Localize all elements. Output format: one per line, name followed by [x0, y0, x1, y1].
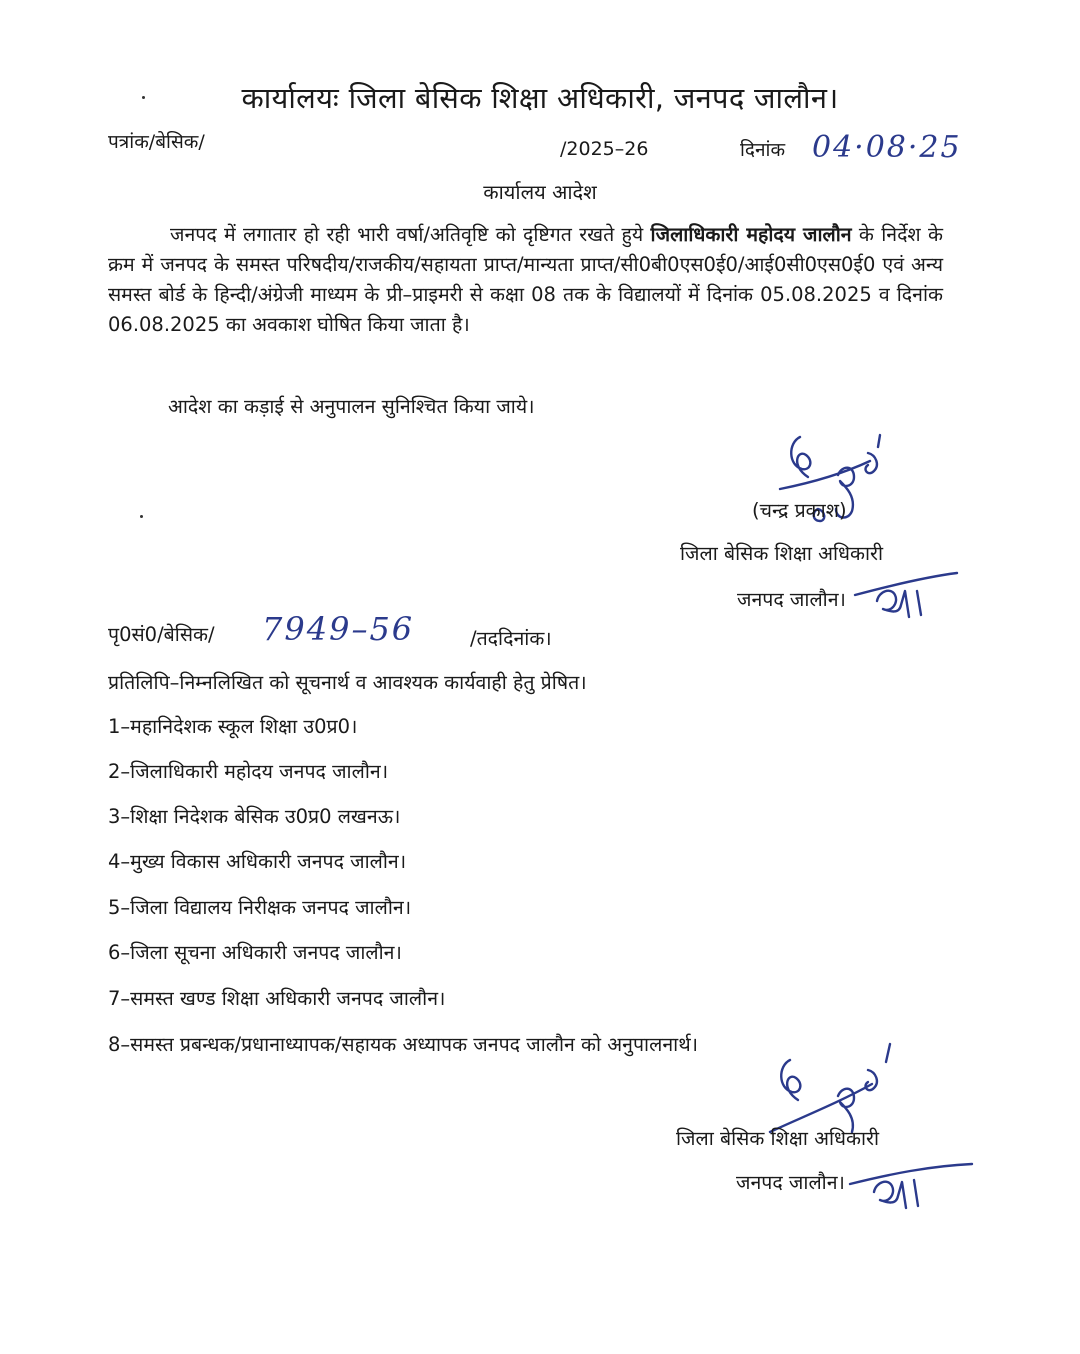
copy-list-item: 1–महानिदेशक स्कूल शिक्षा उ0प्र0।	[108, 715, 358, 738]
copy-list-item: 5–जिला विद्यालय निरीक्षक जनपद जालौन।	[108, 896, 412, 919]
signatory-designation-2: जिला बेसिक शिक्षा अधिकारी	[676, 1127, 880, 1150]
handwritten-date: 04·08·25	[812, 130, 962, 165]
endorsement-suffix: /तददिनांक।	[470, 627, 552, 650]
order-body-part1: जनपद में लगातार हो रही भारी वर्षा/अतिवृष्टि को दृष्टिगत रखते हुये	[170, 223, 651, 246]
order-body-part2: के निर्देश के क्रम में जनपद के समस्त परिषदीय/राजकीय/सहायता प्राप्त/मान्यता प्राप्त/सी0बी0एस0ई0/आई0सी0एस0ई0 एवं अन्य समस्त बोर्ड के हिन्दी/अंग्रेजी माध्यम के प्री–प्राइमरी से कक्षा 08 तक के विद्यालयों में दिनांक 05.08.2025 व दिनांक 06.08.2025 का अवकाश घोषित किया जाता है।	[108, 223, 943, 336]
initials-scribble-1	[855, 565, 965, 625]
order-title: कार्यालय आदेश	[483, 180, 597, 204]
copy-list-item: 7–समस्त खण्ड शिक्षा अधिकारी जनपद जालौन।	[108, 987, 446, 1010]
office-heading: कार्यालयः जिला बेसिक शिक्षा अधिकारी, जनपद जालौन।	[241, 81, 839, 115]
order-body-bold: जिलाधिकारी महोदय जालौन	[650, 223, 852, 246]
copy-list-item: 3–शिक्षा निदेशक बेसिक उ0प्र0 लखनऊ।	[108, 805, 401, 828]
scan-speck	[140, 515, 143, 518]
copy-list-item: 4–मुख्य विकास अधिकारी जनपद जालौन।	[108, 850, 407, 873]
initials-scribble-2	[850, 1152, 980, 1212]
order-body	[108, 220, 943, 340]
endorsement-number: 7949–56	[262, 610, 415, 648]
signatory-district: जनपद जालौन।	[737, 588, 846, 611]
signatory-designation: जिला बेसिक शिक्षा अधिकारी	[680, 542, 884, 565]
copy-intro: प्रतिलिपि–निम्नलिखित को सूचनार्थ व आवश्यक कार्यवाही हेतु प्रेषित।	[108, 671, 587, 694]
reference-label: पत्रांक/बेसिक/	[108, 131, 205, 153]
signatory-name: (चन्द्र प्रकाश)	[752, 499, 847, 522]
session-label: /2025–26	[560, 138, 649, 160]
copy-list-item: 6–जिला सूचना अधिकारी जनपद जालौन।	[108, 941, 402, 964]
copy-list-item: 8–समस्त प्रबन्धक/प्रधानाध्यापक/सहायक अध्यापक जनपद जालौन को अनुपालनार्थ।	[108, 1033, 699, 1056]
endorsement-label: पृ0सं0/बेसिक/	[108, 623, 215, 646]
compliance-line: आदेश का कड़ाई से अनुपालन सुनिश्चित किया जाये।	[168, 395, 535, 418]
date-label: दिनांक	[740, 139, 786, 161]
copy-list-item: 2–जिलाधिकारी महोदय जनपद जालौन।	[108, 760, 389, 783]
signatory-district-2: जनपद जालौन।	[736, 1171, 845, 1194]
